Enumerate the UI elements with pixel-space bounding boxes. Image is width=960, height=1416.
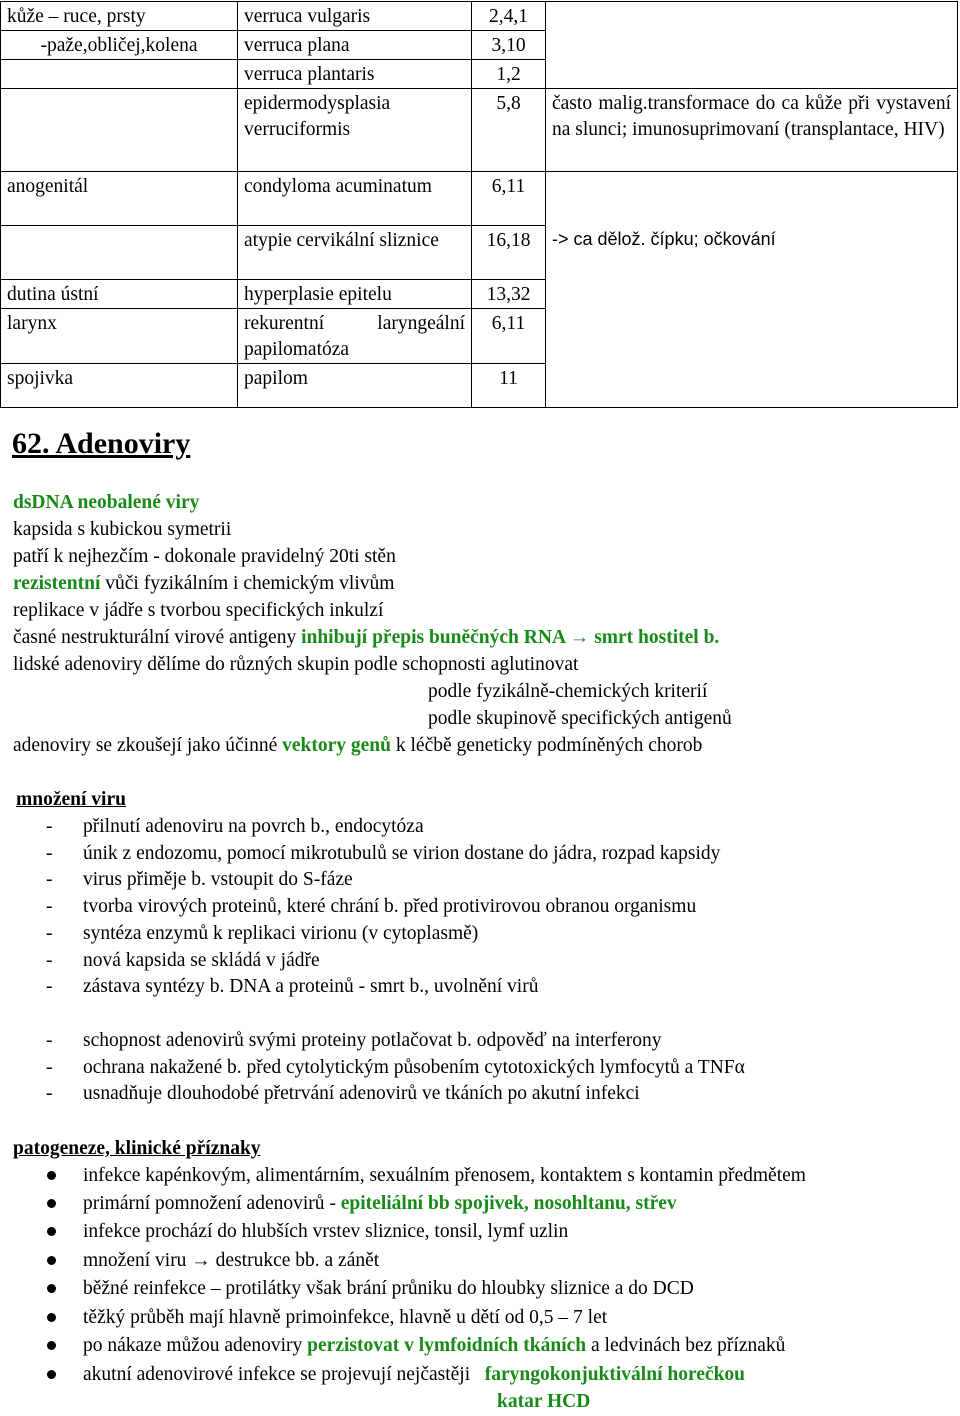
highlight-text: vektory genů bbox=[282, 735, 391, 756]
hpv-table bbox=[0, 1, 958, 408]
table-cell-disease: rekurentní laryngeální papilomatóza bbox=[238, 309, 472, 364]
list-item bbox=[83, 1362, 745, 1388]
list-item: usnadňuje dlouhodobé přetrvání adenovirů ve tkáních po akutní infekci bbox=[83, 1083, 640, 1104]
table-cell-location: dutina ústní bbox=[1, 280, 238, 309]
intro-line bbox=[13, 733, 702, 759]
note-text: -> ca dělož. čípku; očkování bbox=[552, 229, 776, 249]
table-cell-disease: epidermodysplasia verruciformis bbox=[238, 89, 472, 172]
dash-marker: - bbox=[46, 923, 53, 944]
table-cell-location: -paže,obličej,kolena bbox=[1, 31, 238, 60]
highlight-text: inhibují přepis buněčných RNA → smrt hostitel b. bbox=[301, 627, 720, 648]
table-cell-types: 13,32 bbox=[472, 280, 546, 309]
table-cell-types: 2,4,1 bbox=[472, 2, 546, 31]
table-cell-note bbox=[546, 2, 958, 89]
table-cell-types: 3,10 bbox=[472, 31, 546, 60]
list-item bbox=[83, 1333, 785, 1359]
bullet-icon bbox=[47, 1171, 56, 1180]
table-cell-location: kůže – ruce, prsty bbox=[1, 2, 238, 31]
intro-text: k léčbě geneticky podmíněných chorob bbox=[391, 735, 703, 756]
dash-marker: - bbox=[46, 1083, 53, 1104]
table-cell-types: 5,8 bbox=[472, 89, 546, 172]
list-item: těžký průběh mají hlavně primoinfekce, hlavně u dětí od 0,5 – 7 let bbox=[83, 1307, 608, 1328]
list-item: únik z endozomu, pomocí mikrotubulů se virion dostane do jádra, rozpad kapsidy bbox=[83, 843, 721, 864]
bullet-icon bbox=[47, 1284, 56, 1293]
intro-line: podle skupinově specifických antigenů bbox=[428, 708, 732, 729]
intro-line: patří k nejhezčím - dokonale pravidelný 20ti stěn bbox=[13, 546, 396, 567]
intro-line: dsDNA neobalené viry bbox=[13, 492, 200, 513]
intro-text: časné nestrukturální virové antigeny bbox=[13, 627, 302, 648]
highlight-text: faryngokonjuktivální horečkou bbox=[484, 1364, 746, 1385]
list-item: nová kapsida se skládá v jádře bbox=[83, 950, 320, 971]
list-item: infekce prochází do hlubších vrstev sliznice, tonsil, lymf uzlin bbox=[83, 1221, 569, 1242]
table-cell-types: 11 bbox=[472, 364, 546, 408]
list-text: po nákaze můžou adenoviry bbox=[83, 1335, 308, 1356]
intro-line: lidské adenoviry dělíme do různých skupin podle schopnosti aglutinovat bbox=[13, 654, 579, 675]
intro-line: replikace v jádře s tvorbou specifických inkulzí bbox=[13, 600, 384, 621]
table-cell-types: 16,18 bbox=[472, 226, 546, 280]
intro-line bbox=[13, 625, 719, 651]
dash-marker: - bbox=[46, 976, 53, 997]
table-cell-location bbox=[1, 60, 238, 89]
table-cell-disease: verruca vulgaris bbox=[238, 2, 472, 31]
list-item: ochrana nakažené b. před cytolytickým působením cytotoxických lymfocytů a TNFα bbox=[83, 1057, 745, 1078]
bullet-icon bbox=[47, 1370, 56, 1379]
bullet-icon bbox=[47, 1199, 56, 1208]
bullet-icon bbox=[47, 1341, 56, 1350]
dash-marker: - bbox=[46, 869, 53, 890]
dash-marker: - bbox=[46, 1057, 53, 1078]
table-row bbox=[1, 172, 958, 226]
table-cell-types: 1,2 bbox=[472, 60, 546, 89]
list-item bbox=[83, 1191, 677, 1217]
table-cell-location: spojivka bbox=[1, 364, 238, 408]
list-item: infekce kapénkovým, alimentárním, sexuálním přenosem, kontaktem s kontamin předmětem bbox=[83, 1165, 806, 1186]
list-text: a ledvinách bez příznaků bbox=[586, 1335, 786, 1356]
table-cell-location bbox=[1, 226, 238, 280]
bullet-icon bbox=[47, 1313, 56, 1322]
highlight-text: rezistentní bbox=[13, 573, 101, 594]
intro-line: kapsida s kubickou symetrii bbox=[13, 519, 232, 540]
bullet-icon bbox=[47, 1256, 56, 1265]
list-item: tvorba virových proteinů, které chrání b. před protivirovou obranou organismu bbox=[83, 896, 697, 917]
list-item: zástava syntézy b. DNA a proteinů - smrt b., uvolnění virů bbox=[83, 976, 539, 997]
table-cell-disease: verruca plana bbox=[238, 31, 472, 60]
list-text: primární pomnožení adenovirů - bbox=[83, 1193, 341, 1214]
table-cell-types: 6,11 bbox=[472, 309, 546, 364]
section-heading: 62. Adenoviry bbox=[12, 427, 191, 460]
dash-marker: - bbox=[46, 816, 53, 837]
table-cell-note bbox=[546, 172, 958, 408]
table-cell-location: larynx bbox=[1, 309, 238, 364]
table-cell-note: často malig.transformace do ca kůže při vystavení na slunci; imunosuprimovaní (transplantace, HIV) bbox=[546, 89, 958, 172]
dash-marker: - bbox=[46, 843, 53, 864]
table-row bbox=[1, 2, 958, 31]
table-cell-disease: hyperplasie epitelu bbox=[238, 280, 472, 309]
table-cell-location bbox=[1, 89, 238, 172]
subheading-multiplication: množení viru bbox=[16, 789, 126, 810]
dash-marker: - bbox=[46, 1030, 53, 1051]
list-item: přilnutí adenoviru na povrch b., endocytóza bbox=[83, 816, 424, 837]
dash-marker: - bbox=[46, 896, 53, 917]
list-item: syntéza enzymů k replikaci virionu (v cytoplasmě) bbox=[83, 923, 479, 944]
list-item: množení viru → destrukce bb. a zánět bbox=[83, 1250, 380, 1271]
table-row bbox=[1, 89, 958, 172]
intro-line: podle fyzikálně-chemických kriterií bbox=[428, 681, 708, 702]
subheading-pathogenesis: patogeneze, klinické příznaky bbox=[13, 1138, 261, 1159]
highlight-text: perzistovat v lymfoidních tkáních bbox=[307, 1335, 587, 1356]
intro-line bbox=[13, 571, 394, 597]
table-cell-types: 6,11 bbox=[472, 172, 546, 226]
list-item: virus přiměje b. vstoupit do S-fáze bbox=[83, 869, 353, 890]
list-item: běžné reinfekce – protilátky však brání průniku do hloubky sliznice a do DCD bbox=[83, 1278, 694, 1299]
intro-text: adenoviry se zkoušejí jako účinné bbox=[13, 735, 283, 756]
list-text: akutní adenovirové infekce se projevují nejčastěji bbox=[83, 1364, 485, 1385]
table-cell-disease: condyloma acuminatum bbox=[238, 172, 472, 226]
bullet-icon bbox=[47, 1227, 56, 1236]
table-cell-disease: papilom bbox=[238, 364, 472, 408]
list-item-continuation: katar HCD bbox=[497, 1391, 591, 1412]
list-item: schopnost adenovirů svými proteiny potlačovat b. odpověď na interferony bbox=[83, 1030, 662, 1051]
intro-text: vůči fyzikálním i chemickým vlivům bbox=[100, 573, 395, 594]
table-cell-location: anogenitál bbox=[1, 172, 238, 226]
table-cell-disease: atypie cervikální sliznice bbox=[238, 226, 472, 280]
table-cell-disease: verruca plantaris bbox=[238, 60, 472, 89]
highlight-text: epiteliální bb spojivek, nosohltanu, střev bbox=[340, 1193, 677, 1214]
dash-marker: - bbox=[46, 950, 53, 971]
